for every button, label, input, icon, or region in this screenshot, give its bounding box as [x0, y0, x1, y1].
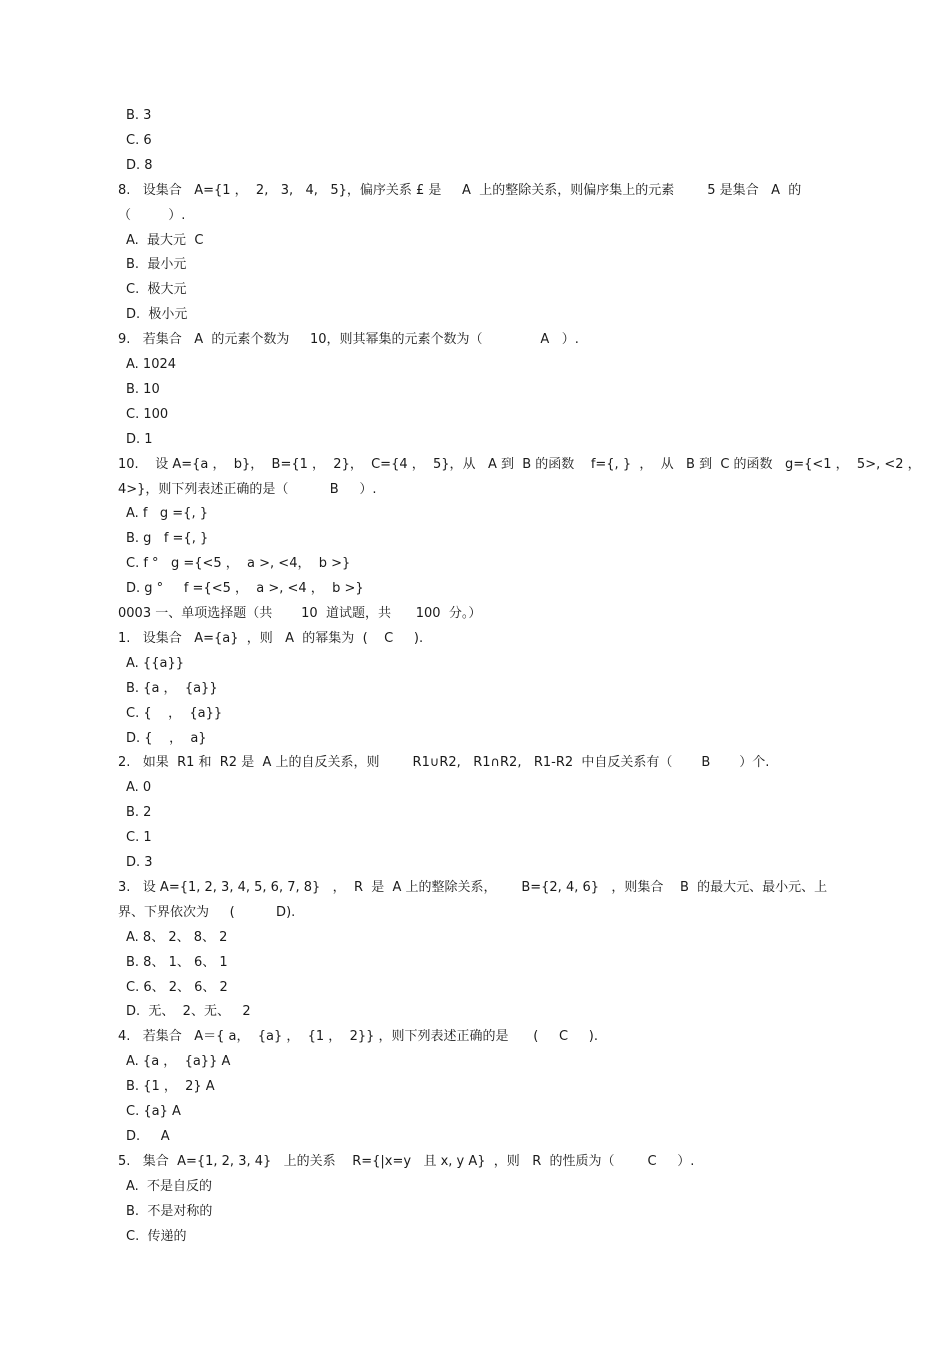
answer-option: A. 最大元 C — [126, 232, 204, 248]
question-text: 0003 一、单项选择题（共 10 道试题，共 100 分。） — [118, 606, 482, 621]
answer-option: C. 极大元 — [126, 282, 187, 298]
answer-option: B. g f ={, } — [126, 531, 209, 547]
question-continuation: （ ）. — [118, 207, 186, 223]
question-text: 2. 如果 R1 和 R2 是 A 上的自反关系，则 R1∪R2, R1∩R2, R1-R2 中自反关系有（ B ）个. — [118, 755, 770, 771]
question-text: 3. 设 A={1, 2, 3, 4, 5, 6, 7, 8} ， R 是 A 上的整除关系， B={2, 4, 6} ，则集合 B 的最大元、最小元、上 — [118, 879, 828, 895]
question-continuation: 界、下界依次为 ( D). — [118, 904, 296, 920]
answer-option: C. 100 — [126, 406, 169, 422]
answer-option: C. 6 — [126, 132, 152, 148]
answer-option: C. 传递的 — [126, 1228, 187, 1244]
question-continuation: 4>}，则下列表述正确的是（ B ）. — [118, 481, 377, 497]
answer-option: A. {{a}} — [126, 655, 184, 671]
answer-option: D. 1 — [126, 431, 153, 447]
question-text: 10. 设 A={a ， b}， B={1 ， 2}， C={4 ， 5}，从 A 到 B 的函数 f={, } ， 从 B 到 C 的函数 g={<1 ， 5>, <2 ， — [118, 456, 921, 472]
answer-option: A. 0 — [126, 780, 152, 796]
answer-option: A. 不是自反的 — [126, 1178, 213, 1194]
answer-option: D. 8 — [126, 157, 153, 173]
answer-option: B. 10 — [126, 381, 160, 397]
answer-option: A. 8、 2、 8、 2 — [126, 929, 228, 945]
answer-option: D. 3 — [126, 855, 153, 870]
question-text: 1. 设集合 A={a} ，则 A 的幂集为 ( C ). — [118, 630, 424, 646]
answer-option: D. { ， a} — [126, 730, 207, 746]
answer-option: C. f ° g ={<5 ， a >, <4， b >} — [126, 556, 351, 572]
question-text: 4. 若集合 A＝{ a， {a} ， {1 ， 2}} ，则下列表述正确的是 ( C ). — [118, 1029, 598, 1045]
answer-option: D. 无、 2、无、 2 — [126, 1004, 251, 1020]
question-text: 8. 设集合 A={1 ， 2, 3, 4, 5}，偏序关系 £ 是 A 上的整除关系，则偏序集上的元素 5 是集合 A 的 — [118, 182, 802, 198]
answer-option: D. 极小元 — [126, 307, 188, 323]
answer-option: D. g ° f ={<5 ， a >, <4 ， b >} — [126, 581, 364, 597]
question-text: 5. 集合 A={1, 2, 3, 4} 上的关系 R={|x=y 且 x, y A} ，则 R 的性质为（ C ）. — [118, 1153, 695, 1169]
answer-option: B. {a ， {a}} — [126, 680, 218, 696]
answer-option: B. 8、 1、 6、 1 — [126, 954, 228, 970]
question-text: 9. 若集合 A 的元素个数为 10，则其幂集的元素个数为（ A ）. — [118, 332, 579, 348]
answer-option: A. 1024 — [126, 357, 177, 372]
answer-option: C. 6、 2、 6、 2 — [126, 979, 228, 995]
answer-option: C. {a} A — [126, 1104, 181, 1119]
answer-option: B. 不是对称的 — [126, 1203, 213, 1219]
answer-option: B. {1 ， 2} A — [126, 1079, 215, 1095]
answer-option: C. 1 — [126, 830, 152, 846]
answer-option: B. 最小元 — [126, 257, 187, 273]
answer-option: A. {a ， {a}} A — [126, 1054, 231, 1070]
answer-option: B. 2 — [126, 805, 152, 821]
answer-option: B. 3 — [126, 108, 152, 123]
answer-option: A. f g ={, } — [126, 506, 208, 522]
answer-option: C. { ， {a}} — [126, 705, 223, 721]
answer-option: D. A — [126, 1128, 170, 1144]
